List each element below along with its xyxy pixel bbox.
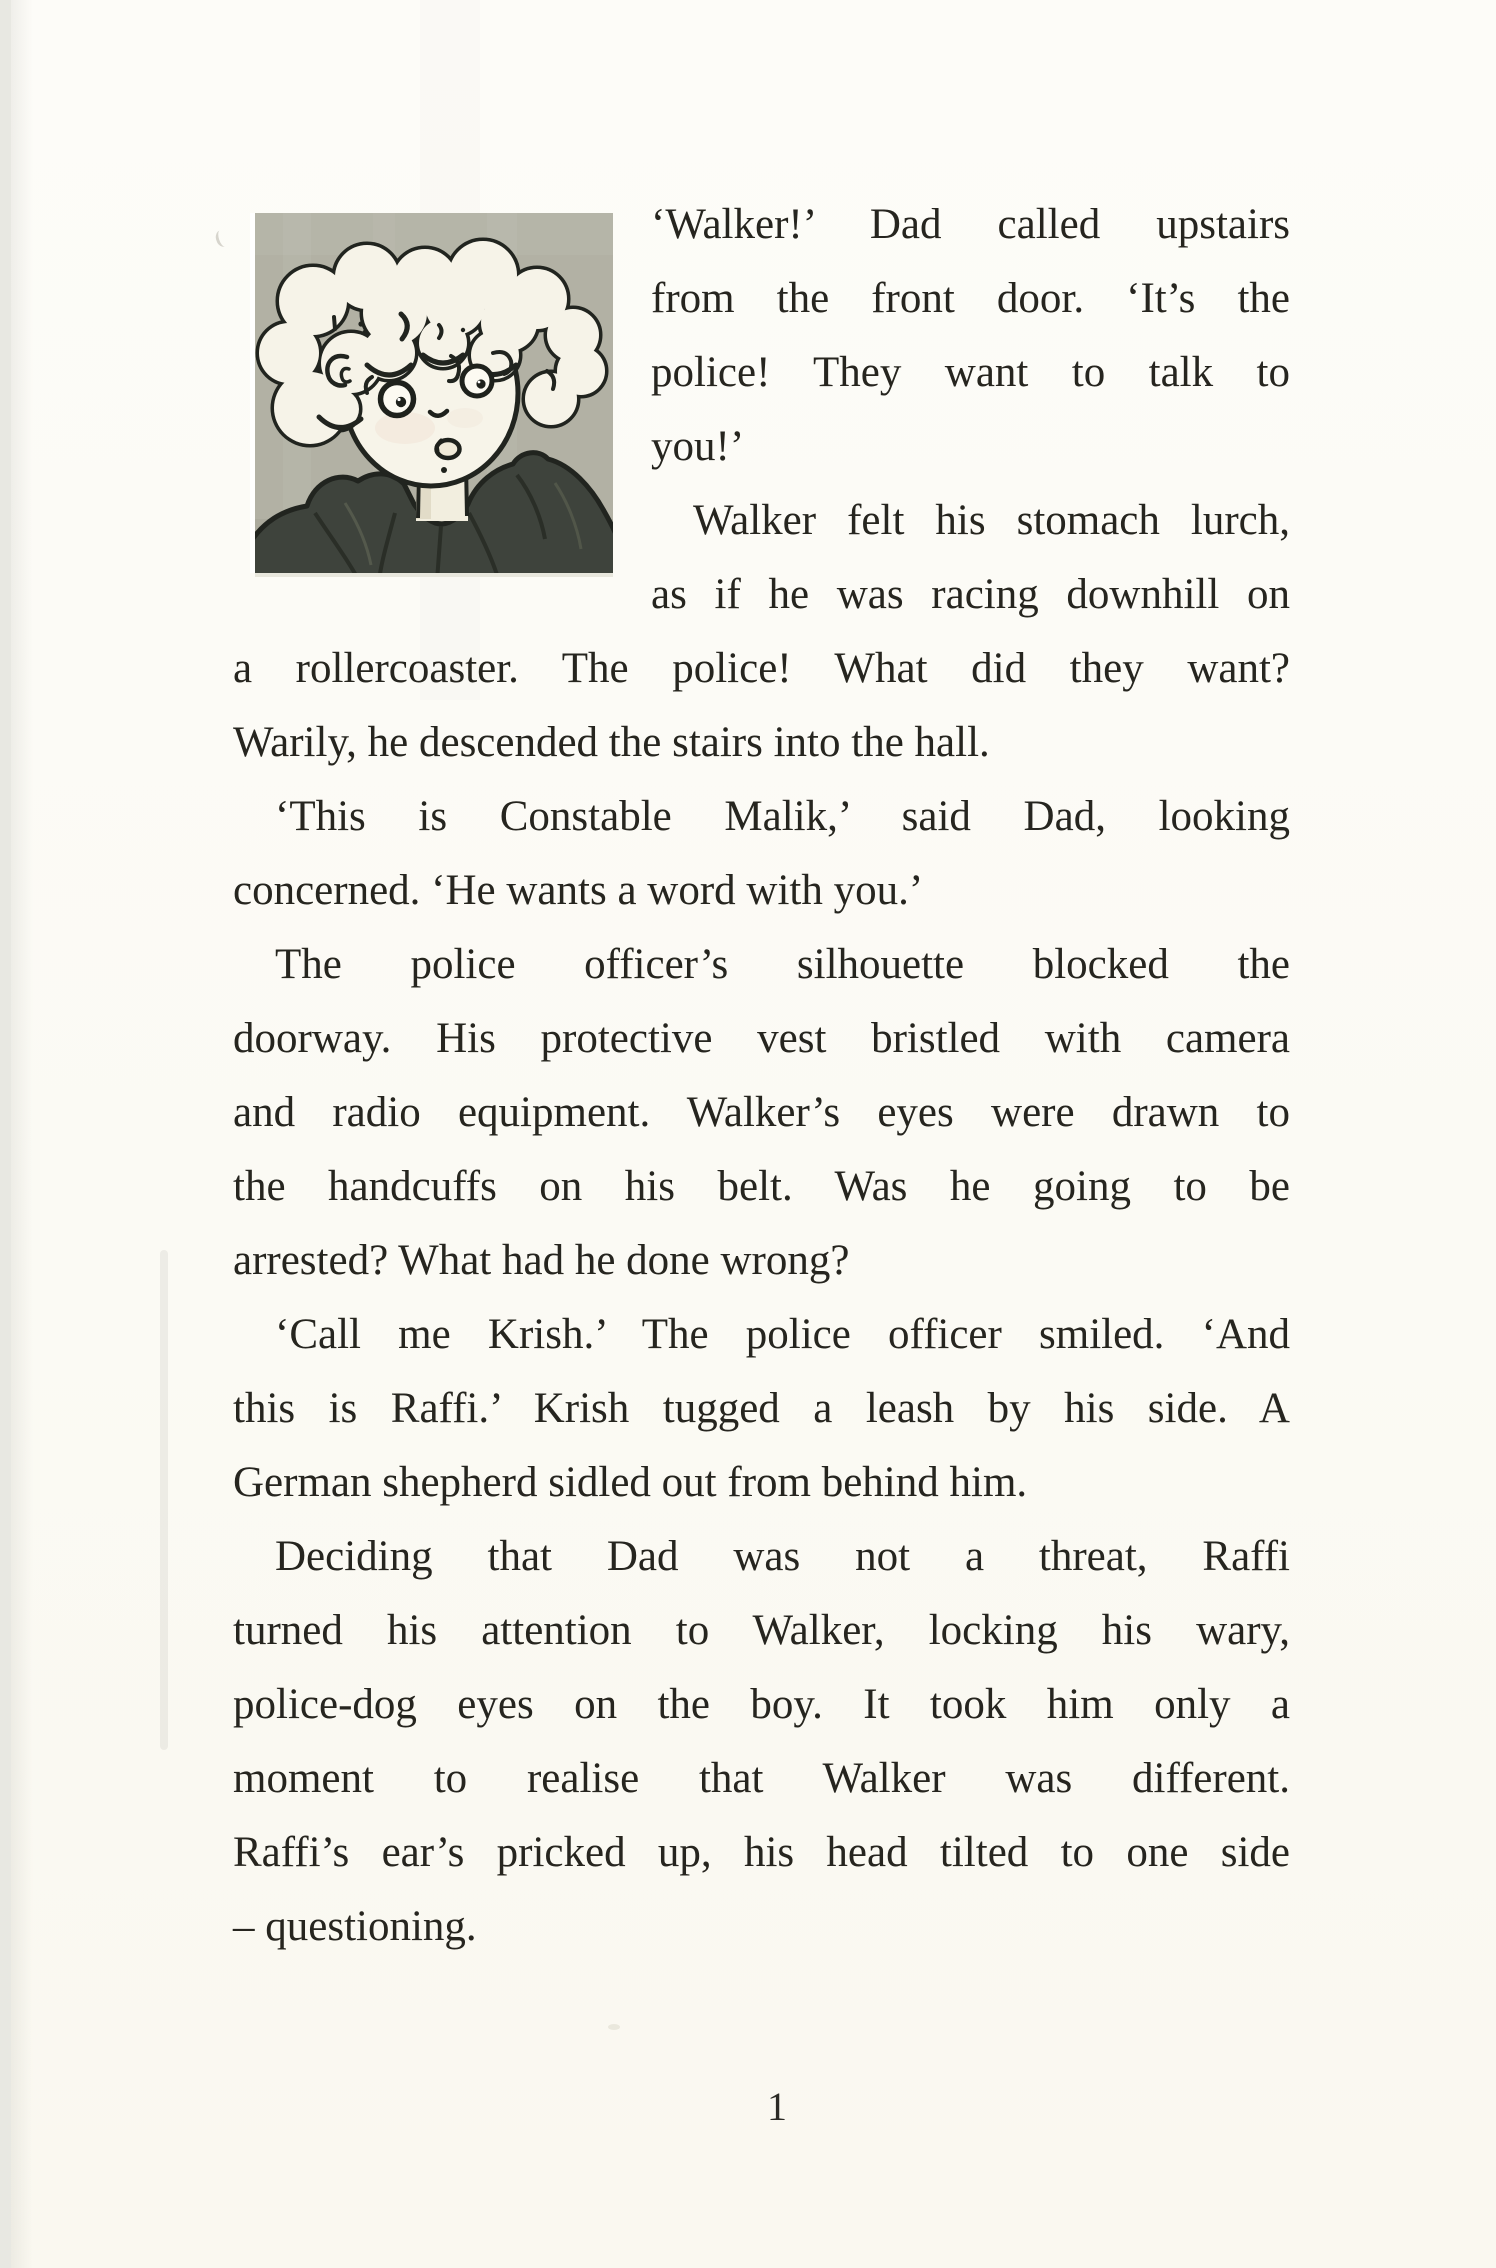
scanner-edge-fade xyxy=(11,0,33,2268)
text-line: German shepherd sidled out from behind him. xyxy=(233,1459,1028,1506)
text-line: ‘This is Constable Malik,’ said Dad, looking xyxy=(275,793,1290,840)
text-line: Walker felt his stomach lurch, xyxy=(693,497,1290,544)
text-line: arrested? What had he done wrong? xyxy=(233,1237,850,1284)
page-number: 1 xyxy=(767,2084,787,2129)
scanner-edge-strip xyxy=(0,0,11,2268)
text-line: and radio equipment. Walker’s eyes were drawn to xyxy=(233,1089,1290,1136)
paragraph xyxy=(233,1298,1290,1520)
scan-artifact xyxy=(214,228,232,248)
text-line: ‘Walker!’ Dad called upstairs xyxy=(651,201,1290,248)
text-line: turned his attention to Walker, locking his wary, xyxy=(233,1607,1290,1654)
scan-artifact xyxy=(160,1250,168,1750)
text-line: police-dog eyes on the boy. It took him only a xyxy=(233,1681,1290,1728)
text-line: doorway. His protective vest bristled with camera xyxy=(233,1015,1290,1062)
boy-illustration-drawing xyxy=(255,213,613,573)
text-line: the handcuffs on his belt. Was he going to be xyxy=(233,1163,1290,1210)
text-line: Deciding that Dad was not a threat, Raffi xyxy=(275,1533,1290,1580)
text-line: The police officer’s silhouette blocked the xyxy=(275,941,1290,988)
text-line: you!’ xyxy=(651,423,745,470)
text-line: this is Raffi.’ Krish tugged a leash by his side. A xyxy=(233,1385,1290,1432)
text-line: – questioning. xyxy=(233,1903,477,1950)
boy-illustration xyxy=(255,213,613,573)
text-line: police! They want to talk to xyxy=(651,349,1290,396)
text-line: Warily, he descended the stairs into the hall. xyxy=(233,719,990,766)
text-line: Raffi’s ear’s pricked up, his head tilted to one side xyxy=(233,1829,1290,1876)
text-line: a rollercoaster. The police! What did they want? xyxy=(233,645,1290,692)
scan-artifact xyxy=(608,2024,620,2030)
text-line: as if he was racing downhill on xyxy=(651,571,1290,618)
text-line: moment to realise that Walker was different. xyxy=(233,1755,1290,1802)
text-line: ‘Call me Krish.’ The police officer smiled. ‘And xyxy=(275,1311,1290,1358)
paragraph xyxy=(233,780,1290,928)
text-line: concerned. ‘He wants a word with you.’ xyxy=(233,867,924,914)
paragraph xyxy=(233,928,1290,1298)
text-line: from the front door. ‘It’s the xyxy=(651,275,1290,322)
body-text xyxy=(233,188,1290,1964)
paragraph xyxy=(233,1520,1290,1964)
